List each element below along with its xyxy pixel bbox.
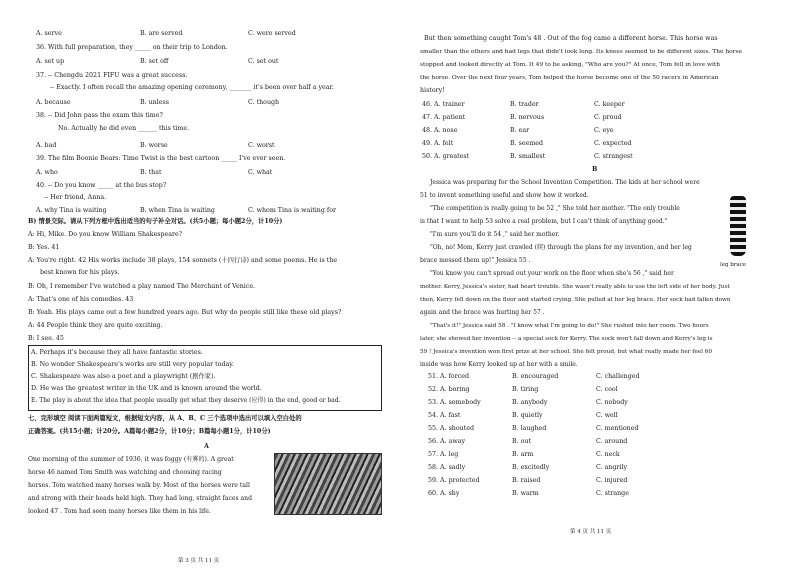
left-page [28, 0, 384, 578]
passage-b-line-7: brace messed them up!" Jessica 55 . [420, 257, 531, 264]
q50-option-c: C. strangest [594, 153, 633, 160]
q55-option-b: B. laughed [512, 425, 547, 432]
q50-option-a: 50. A. greatest [422, 153, 470, 160]
q57-option-a: 57. A. leg [428, 451, 459, 458]
leg-brace-image [730, 196, 746, 256]
box-option-a: A. Perhaps it's because they all have fantastic stories. [31, 349, 203, 356]
dialogue-line-1: A: Hi, Mike. Do you know William Shakespeare? [28, 231, 183, 238]
q35-option-b: B. are served [140, 30, 183, 37]
q53-option-a: 53. A. somebody [428, 399, 481, 406]
q56-option-c: C. around [596, 438, 628, 445]
options-box [28, 345, 382, 411]
passage-a-line-2: horse 46 named Tom Smith was watching and choosing racing [28, 469, 222, 476]
q36-option-b: B. set off [140, 58, 169, 65]
q40-option-c: C. whom Tina is waiting for [248, 207, 336, 214]
passage-b-line-5: "I'm sure you'll do it 54 ," said her mother. [430, 231, 560, 238]
box-option-e: E. The play is about the idea that people usually get what they deserve (应得) in the end, good or bad. [31, 397, 341, 404]
box-option-d: D. He was the greatest writer in the UK and is known around the world. [31, 385, 262, 392]
q39-option-c: C. what [248, 169, 273, 176]
q50-option-b: B. smallest [510, 153, 546, 160]
q53-option-c: C. nobody [596, 399, 628, 406]
passage-a-cont-line-3: stopped and looked directly at Tom. It 49 to be asking, "Who are you?" At once, Tom fell in love with [420, 62, 721, 68]
q38-response: No. Actually he did even ______ this time. [58, 125, 190, 132]
passage-b-line-8: "You know you can't spread out your work on the floor when she's 56 ," said her [430, 270, 674, 277]
q38-option-c: C. worst [248, 142, 275, 149]
box-option-c: C. Shakespeare was also a poet and a playwright (剧作家). [31, 373, 216, 380]
q48-option-a: 48. A. nose [422, 127, 458, 134]
passage-b-line-9: mother. Kerry, Jessica's sister, had heart trouble. She wasn't really able to use the left side of her body. Just [420, 284, 730, 290]
passage-a-cont-line-2: smaller than the others and had legs that didn't look long. Its knees seemed to be different sizes. The horse [420, 49, 743, 55]
q60-option-a: 60. A. shy [428, 490, 460, 497]
q56-option-a: 56. A. away [428, 438, 466, 445]
q52-option-b: B. tiring [512, 386, 539, 393]
q49-option-b: B. seemed [510, 140, 544, 147]
q47-option-b: B. nervous [510, 114, 545, 121]
q40-response: -- Her friend, Anna. [44, 194, 107, 201]
passage-a-line-5: looked 47 . Tom had seen many horses like them in his life. [28, 508, 211, 515]
q54-option-a: 54. A. fast [428, 412, 461, 419]
dialogue-line-3-cont: best known for his plays. [40, 269, 120, 276]
page-footer-right: 第 4 页 共 11 页 [570, 529, 612, 535]
q47-option-a: 47. A. patient [422, 114, 466, 121]
q36-option-c: C. set out [248, 58, 279, 65]
q40-stem: 40. -- Do you know _____ at the bus stop? [36, 182, 167, 189]
q35-option-a: A. serve [36, 30, 62, 37]
passage-b-line-3: "The competition is really going to be 52 ," She told her mother. "The only trouble [430, 205, 680, 212]
q54-option-b: B. quietly [512, 412, 543, 419]
q60-option-c: C. strange [596, 490, 629, 497]
q39-option-a: A. who [36, 169, 58, 176]
passage-b-line-4: is that I want to help 53 solve a real problem, but I can't think of anything good." [420, 218, 668, 225]
q49-option-c: C. expected [594, 140, 632, 147]
dialogue-line-8: B: I see. 45 [28, 335, 64, 342]
passage-b-line-15: inside was how Kerry looked up at her with a smile. [420, 361, 578, 368]
dialogue-line-6: B: Yeah. His plays came out a few hundred years ago. But why do people still like these old plays? [28, 309, 342, 316]
passage-b-line-1: Jessica was preparing for the School Invention Competition. The kids at her school were [430, 179, 700, 186]
passage-a-label: A [204, 443, 209, 450]
right-page [420, 0, 770, 578]
q59-option-c: C. injured [596, 477, 628, 484]
q36-stem: 36. With full preparation, they _____ on their trip to London. [36, 44, 228, 51]
q58-option-c: C. angrily [596, 464, 628, 471]
q53-option-b: B. anybody [512, 399, 548, 406]
passage-b-line-12: "That's it!" Jessica said 58 . "I know what I'm going to do!" She rushed into her room. Two hours [430, 323, 709, 329]
q46-option-a: 46. A. trainer [422, 101, 465, 108]
dialogue-line-2: B: Yes. 41 [28, 244, 60, 251]
q60-option-b: B. warm [512, 490, 539, 497]
q58-option-b: B. excitedly [512, 464, 550, 471]
passage-b-line-6: "Oh, no! Mom, Kerry just crawled (爬) through the plans for my invention, and her leg [430, 244, 692, 251]
q51-option-c: C. challenged [596, 373, 640, 380]
passage-a-cont-line-5: history! [420, 87, 445, 94]
q52-option-c: C. cool [596, 386, 618, 393]
q52-option-a: 52. A. boring [428, 386, 470, 393]
dialogue-line-5: A: That's one of his comedies. 43 [28, 296, 134, 303]
q59-option-a: 59. A. protected [428, 477, 480, 484]
passage-b-line-2: 51 to invent something useful and show how it worked. [420, 192, 589, 199]
dialogue-line-4: B: Oh, I remember I've watched a play named The Merchant of Venice. [28, 283, 256, 290]
q58-option-a: 58. A. sadly [428, 464, 466, 471]
q40-option-a: A. why Tina is waiting [36, 207, 107, 214]
q38-option-a: A. bad [36, 142, 57, 149]
dialogue-line-7: A: 44 People think they are quite exciting. [28, 322, 163, 329]
q37-option-a: A. because [36, 99, 71, 106]
q51-option-a: 51. A. forced [428, 373, 469, 380]
q57-option-b: B. arm [512, 451, 534, 458]
q35-option-c: C. were served [248, 30, 296, 37]
section-b-heading: B) 情景交际。请从下列方框中选出适当的句子补全对话。(共5小题；每小题2分，计10分) [28, 218, 283, 225]
q54-option-c: C. well [596, 412, 618, 419]
q36-option-a: A. set up [36, 58, 65, 65]
q38-option-b: B. worse [140, 142, 168, 149]
page-footer-left: 第 3 页 共 11 页 [178, 558, 220, 564]
q39-option-b: B. that [140, 169, 162, 176]
passage-a-cont-line-1: But then something caught Tom's 48 . Out of the fog came a different horse. This horse was [424, 35, 718, 42]
q56-option-b: B. out [512, 438, 532, 445]
q55-option-a: 55. A. shouted [428, 425, 474, 432]
q46-option-c: C. keeper [594, 101, 625, 108]
q40-option-b: B. when Tina is waiting [140, 207, 215, 214]
q59-option-b: B. raised [512, 477, 541, 484]
passage-a-line-1: One morning of the summer of 1936, it was foggy (有雾的). A great [28, 456, 234, 463]
passage-b-line-13: later, she showed her invention -- a special sock for Kerry. The sock won't fall down and Kerry's leg is [420, 336, 713, 342]
dialogue-line-3: A: You're right. 42 His works include 38 plays, 154 sonnets (十四行诗) and some poems. He is the [28, 257, 338, 264]
passage-b-label: B [592, 166, 598, 173]
q37-stem: 37. -- Chengdu 2021 FIFU was a great success. [36, 72, 188, 79]
horse-race-photo [274, 453, 382, 515]
q49-option-a: 49. A. felt [422, 140, 454, 147]
passage-a-line-4: and strong with their heads held high. They had long, straight faces and [28, 495, 252, 502]
q48-option-b: B. ear [510, 127, 530, 134]
q46-option-b: B. trader [510, 101, 539, 108]
passage-b-line-10: then, Kerry fell down on the floor and started crying. She pulled at her leg brace. Her sock had fallen down [420, 297, 731, 303]
box-option-b: B. No wonder Shakespeare's works are still very popular today. [31, 361, 234, 368]
passage-a-cont-line-4: the horse. Over the next four years, Tom helped the horse become one of the 50 racers in American [420, 75, 719, 81]
q47-option-c: C. proud [594, 114, 622, 121]
q37-option-c: C. though [248, 99, 280, 106]
q37-option-b: B. unless [140, 99, 169, 106]
section-7-heading: 七、完形填空 阅读下面两篇短文，根据短文内容，从 A、B、C 三个选项中选出可以填入空白处的 [28, 415, 302, 422]
q37-response: -- Exactly. I often recall the amazing opening ceremony, _______ it's been over half a year. [50, 84, 334, 91]
q51-option-b: B. encouraged [512, 373, 559, 380]
q48-option-c: C. eye [594, 127, 614, 134]
q57-option-c: C. neck [596, 451, 620, 458]
q55-option-c: C. mentioned [596, 425, 639, 432]
passage-a-line-3: horses. Tom watched many horses walk by. Most of the horses were tall [28, 482, 250, 489]
q39-stem: 39. The film Boonie Bears: Time Twist is the best cartoon _____ I've ever seen. [36, 155, 286, 162]
passage-b-line-14: 59 ! Jessica's invention won first prize at her school. She felt proud, but what really made her feel 60 [420, 349, 712, 355]
passage-b-line-11: again and the brace was hurting her 57 . [420, 309, 545, 316]
q38-stem: 38. -- Did John pass the exam this time? [36, 112, 163, 119]
section-7-heading-cont: 正确答案。(共15小题；计20分。A篇每小题2分，计10分；B篇每小题1分，计10分) [28, 428, 271, 435]
leg-brace-caption: leg brace [720, 262, 747, 268]
